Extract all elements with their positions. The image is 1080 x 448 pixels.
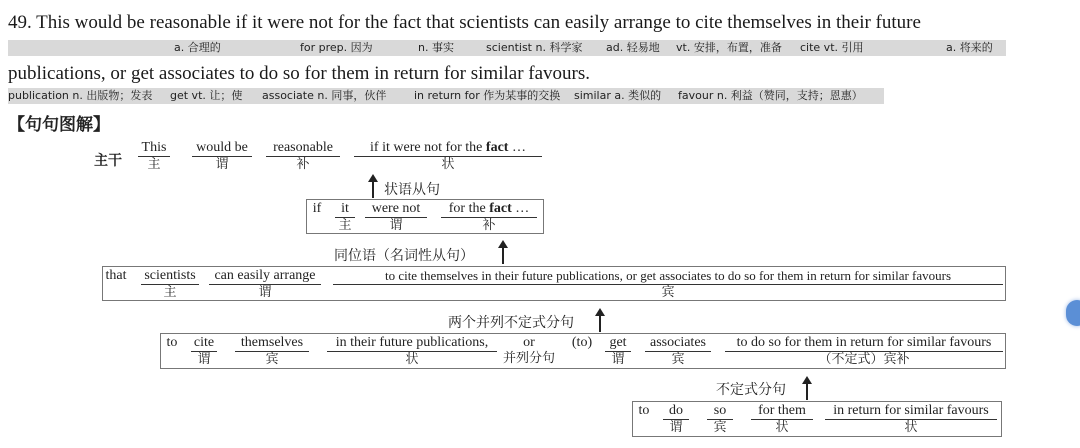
phrase-text: or xyxy=(523,335,535,350)
diagram-cell xyxy=(825,403,997,436)
phrase-text: to cite themselves in their future publications, or get associates to do so for them in return for similar favours xyxy=(333,268,1003,285)
diagram-cell xyxy=(335,201,355,234)
gloss-item: scientist n. 科学家 xyxy=(486,41,583,54)
phrase-text xyxy=(354,140,542,157)
diagram-cell xyxy=(327,335,497,368)
bold-keyword: fact xyxy=(489,201,512,216)
diagram-cell xyxy=(567,335,597,351)
role-label: 宾 xyxy=(671,352,685,367)
diagram-cell xyxy=(751,403,813,436)
section-heading: 【句句图解】 xyxy=(8,115,110,135)
diagram-cell xyxy=(441,201,537,234)
arrow-up-icon xyxy=(806,383,808,400)
phrase-text: it xyxy=(335,201,355,218)
phrase-text: get xyxy=(605,335,631,352)
gloss-item: n. 事实 xyxy=(418,41,454,54)
that-clause-box xyxy=(102,266,1006,301)
role-label: 状 xyxy=(904,420,918,435)
phrase-text: scientists xyxy=(141,268,199,285)
main-clause-box xyxy=(138,139,546,175)
role-label: 主 xyxy=(163,285,177,300)
diagram-cell xyxy=(311,201,323,217)
gloss-bar-1 xyxy=(8,40,1006,56)
gloss-item: publication n. 出版物；发表 xyxy=(8,89,153,102)
phrase-text: so xyxy=(707,403,733,420)
diagram-cell xyxy=(165,335,179,351)
phrase-text: to xyxy=(638,403,650,418)
diagram-cell xyxy=(192,140,252,173)
phrase-text: if it were not for the xyxy=(370,140,486,155)
arrow-label: 两个并列不定式分句 xyxy=(448,315,574,331)
phrase-text: (to) xyxy=(571,335,593,350)
sentence-line-1: 49. This would be reasonable if it were not for the fact that scientists can easily arrange to cite themselves in their future xyxy=(8,12,921,33)
gloss-item: in return for 作为某事的交换 xyxy=(414,89,561,102)
phrase-text: that xyxy=(105,268,127,283)
diagram-cell xyxy=(138,140,170,173)
role-label: 状 xyxy=(775,420,789,435)
arrow-up-icon xyxy=(372,181,374,198)
diagram-cell xyxy=(354,140,542,173)
phrase-text: to do so for them in return for similar favours xyxy=(725,335,1003,352)
role-label: 宾 xyxy=(265,352,279,367)
if-clause-box xyxy=(306,199,544,234)
gloss-bar-2 xyxy=(8,88,884,104)
phrase-text xyxy=(441,201,537,218)
gloss-item: for prep. 因为 xyxy=(300,41,373,54)
diagram-cell xyxy=(725,335,1003,368)
phrase-text: for the xyxy=(448,201,490,216)
gloss-item: associate n. 同事，伙伴 xyxy=(262,89,387,102)
phrase-text: themselves xyxy=(235,335,309,352)
diagram-cell xyxy=(605,335,631,368)
role-label: 状 xyxy=(441,157,455,172)
diagram-cell xyxy=(645,335,711,368)
phrase-text: can easily arrange xyxy=(209,268,321,285)
diagram-cell xyxy=(103,268,129,284)
gloss-item: get vt. 让；使 xyxy=(170,89,243,102)
gloss-item: similar a. 类似的 xyxy=(574,89,662,102)
phrase-text: to xyxy=(166,335,178,350)
role-label: 宾 xyxy=(661,285,675,300)
phrase-text: do xyxy=(663,403,689,420)
diagram-cell xyxy=(141,268,199,301)
phrase-text: associates xyxy=(645,335,711,352)
role-label: 补 xyxy=(296,157,310,172)
diagram-cell xyxy=(663,403,689,436)
arrow-up-icon xyxy=(599,315,601,332)
role-label: 谓 xyxy=(611,352,625,367)
phrase-text: cite xyxy=(191,335,217,352)
infinitive-subclause-box xyxy=(632,401,1002,437)
role-label: 主 xyxy=(338,218,352,233)
role-label: 宾 xyxy=(713,420,727,435)
gloss-item: a. 合理的 xyxy=(174,41,221,54)
diagram-cell xyxy=(266,140,340,173)
role-label: （不定式）宾补 xyxy=(818,352,910,367)
role-label: 谓 xyxy=(389,218,403,233)
phrase-text: in return for similar favours xyxy=(825,403,997,420)
main-clause-label: 主干 xyxy=(94,153,122,169)
diagram-cell xyxy=(191,335,217,368)
role-label: 并列分句 xyxy=(502,351,555,366)
diagram-cell xyxy=(235,335,309,368)
phrase-text: would be xyxy=(192,140,252,157)
sentence-line-2: publications, or get associates to do so for them in return for similar favours. xyxy=(8,63,591,84)
phrase-text: This xyxy=(138,140,170,157)
floating-scroll-button[interactable] xyxy=(1066,300,1080,326)
role-label: 谓 xyxy=(669,420,683,435)
phrase-text: reasonable xyxy=(266,140,340,157)
bold-keyword: fact xyxy=(485,140,509,155)
role-label: 谓 xyxy=(197,352,211,367)
phrase-text: in their future publications, xyxy=(327,335,497,352)
arrow-label: 同位语（名词性从句） xyxy=(334,248,474,264)
role-label: 主 xyxy=(147,157,161,172)
arrow-label: 不定式分句 xyxy=(716,382,786,398)
phrase-text: were not xyxy=(365,201,427,218)
gloss-item: cite vt. 引用 xyxy=(800,41,864,54)
gloss-item: favour n. 利益（赞同，支持；恩惠） xyxy=(678,89,863,102)
phrase-text: for them xyxy=(751,403,813,420)
gloss-item: vt. 安排，布置，准备 xyxy=(676,41,782,54)
diagram-cell xyxy=(637,403,651,419)
phrase-text: … xyxy=(511,201,530,216)
phrase-text: if xyxy=(312,201,322,216)
diagram-cell xyxy=(333,268,1003,301)
diagram-cell xyxy=(707,403,733,436)
arrow-up-icon xyxy=(502,247,504,264)
arrow-label: 状语从句 xyxy=(384,182,440,198)
role-label: 谓 xyxy=(258,285,272,300)
gloss-item: a. 将来的 xyxy=(946,41,993,54)
role-label: 补 xyxy=(482,218,496,233)
gloss-item: ad. 轻易地 xyxy=(606,41,660,54)
diagram-cell xyxy=(365,201,427,234)
role-label: 状 xyxy=(405,352,419,367)
diagram-cell xyxy=(499,335,559,367)
infinitive-clause-box xyxy=(160,333,1006,369)
role-label: 谓 xyxy=(215,157,229,172)
phrase-text: … xyxy=(508,140,526,155)
diagram-cell xyxy=(209,268,321,301)
